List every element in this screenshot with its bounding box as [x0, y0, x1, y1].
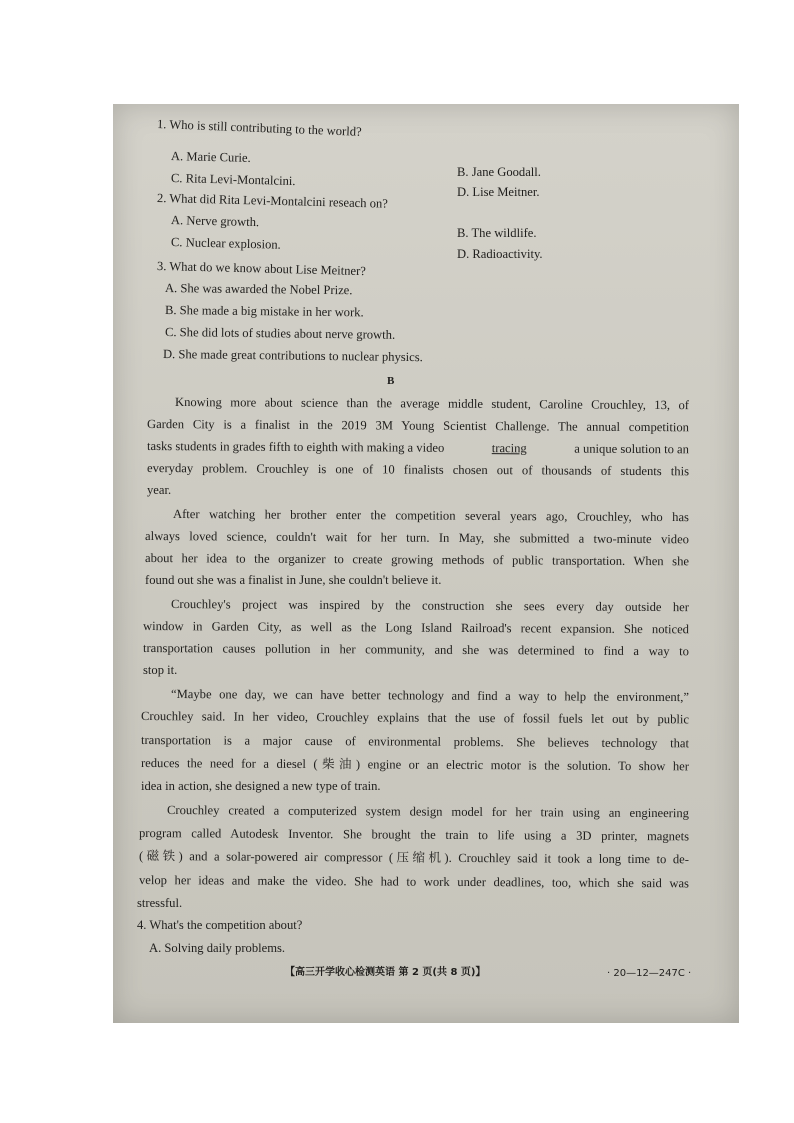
p3-line-3: transportation causes pollution in her community, and she was determined to find a way to — [142, 641, 690, 659]
q2-option-a: A. Nerve growth. — [170, 213, 260, 230]
p2-line-4: found out she was a finalist in June, she couldn't believe it. — [145, 573, 442, 587]
q2-option-d: D. Radioactivity. — [457, 247, 543, 261]
p1-line-4: everyday problem. Crouchley is one of 10 finalists chosen out of thousands of students this — [146, 461, 690, 479]
p5-line-5: stressful. — [137, 896, 183, 910]
p1-line-5: year. — [147, 483, 172, 497]
p4-line-2: Crouchley said. In her video, Crouchley explains that the use of fossil fuels let out by public — [140, 709, 690, 727]
p3-line-2: window in Garden City, as well as the Long Island Railroad's recent expansion. She noticed — [142, 619, 690, 637]
p2-line-3: about her idea to the organizer to create growing methods of public transportation. When she — [144, 551, 690, 569]
p1-line-2: Garden City is a finalist in the 2019 3M Young Scientist Challenge. The annual competition — [146, 417, 690, 435]
p1-line-1: Knowing more about science than the average middle student, Caroline Crouchley, 13, of — [174, 395, 690, 413]
p1-line-3-b: a unique solution to an — [574, 441, 690, 457]
q3-option-a: A. She was awarded the Nobel Prize. — [164, 281, 353, 298]
p1-line-3-a: tasks students in grades fifth to eighth with making a video — [146, 439, 445, 455]
q2-option-c: C. Nuclear explosion. — [170, 235, 281, 252]
p5-line-2: program called Autodesk Inventor. She brought the train to life using a 3D printer, magnets — [138, 826, 690, 844]
q4-stem: 4. What's the competition about? — [137, 918, 303, 932]
q1-option-d: D. Lise Meitner. — [457, 185, 540, 199]
p4-line-3: transportation is a major cause of environmental problems. She believes technology that — [140, 733, 690, 751]
q1-option-c: C. Rita Levi-Montalcini. — [170, 171, 296, 189]
q1-stem: 1. Who is still contributing to the world? — [156, 117, 362, 139]
p5-line-1: Crouchley created a computerized system design model for her train using an engineering — [166, 803, 690, 821]
exam-page — [113, 104, 739, 1023]
q1-option-a: A. Marie Curie. — [170, 149, 251, 165]
q3-option-c: C. She did lots of studies about nerve growth. — [164, 325, 396, 342]
q3-stem: 3. What do we know about Lise Meitner? — [156, 259, 367, 279]
p2-line-2: always loved science, couldn't wait for her turn. In May, she submitted a two-minute video — [144, 529, 690, 547]
underlined-word-tracing: tracing — [491, 441, 527, 456]
q1-option-b: B. Jane Goodall. — [457, 165, 541, 179]
p4-line-5: idea in action, she designed a new type of train. — [141, 779, 381, 793]
q2-option-b: B. The wildlife. — [457, 226, 537, 240]
p5-line-4: velop her ideas and make the video. She had to work under deadlines, too, which she said was — [138, 873, 690, 891]
page-footer-title: 【高三开学收心检测英语 第 2 页(共 8 页)】 — [285, 967, 486, 978]
q3-option-d: D. She made great contributions to nuclear physics. — [162, 347, 423, 365]
p5-line-3: (磁铁) and a solar-powered air compressor (压缩机). Crouchley said it took a long time to de- — [138, 849, 690, 867]
p3-line-1: Crouchley's project was inspired by the construction she sees every day outside her — [170, 597, 690, 615]
p1-line-3 — [147, 440, 689, 456]
page-footer-code: · 20—12—247C · — [607, 968, 692, 979]
section-b-heading: B — [387, 375, 395, 387]
p3-line-4: stop it. — [143, 663, 178, 677]
q2-stem: 2. What did Rita Levi-Montalcini reseach on? — [156, 191, 389, 211]
q4-option-a: A. Solving daily problems. — [149, 941, 286, 955]
p2-line-1: After watching her brother enter the competition several years ago, Crouchley, who has — [172, 507, 690, 525]
q3-option-b: B. She made a big mistake in her work. — [164, 303, 364, 320]
p4-line-4: reduces the need for a diesel (柴油) engine or an electric motor is the solution. To show her — [140, 756, 690, 774]
p4-line-1: “Maybe one day, we can have better technology and find a way to help the environment,” — [170, 687, 690, 705]
